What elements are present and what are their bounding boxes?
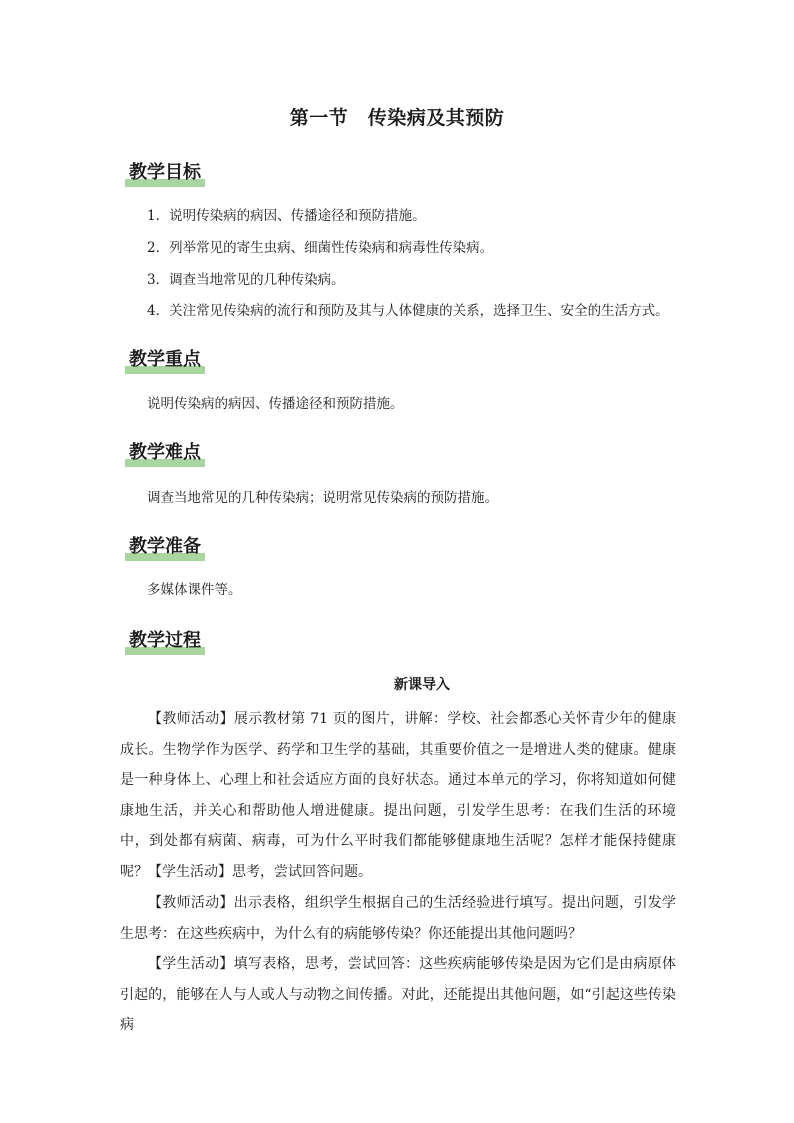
- activity-text: 展示教材第 71 页的图片，讲解：学校、社会都悉心关怀青少年的健康成长。生物学作为医学、药学和卫生学的基础，其重要价值之一是增进人类的健康。健康是一种身体上、心理上和社会适应方面的良好状态。通过本单元的学习，你将知道如何健康地生活，并关心和帮助他人增进健康。提出问题，引发学生思考：在我们生活的环境中，到处都有病菌、病毒，可为什么平时我们都能够健康地生活呢？怎样才能保持健康呢？: [120, 711, 677, 880]
- section-heading-key-points: [125, 348, 205, 372]
- section-heading-text: 教学重点: [129, 349, 201, 370]
- section-heading-text: 教学准备: [129, 536, 201, 557]
- activity-role-label: 【学生活动】: [148, 956, 234, 972]
- section-heading-text: 教学目标: [129, 162, 201, 183]
- process-subheading: 新课导入: [394, 677, 450, 693]
- preparation-text: 多媒体课件等。: [147, 582, 242, 598]
- activity-text: 思考，尝试回答问题。: [232, 864, 372, 880]
- objective-item-2: 2．列举常见的寄生虫病、细菌性传染病和病毒性传染病。: [147, 240, 494, 256]
- page-title: 第一节 传染病及其预防: [289, 107, 505, 129]
- objective-item-1: 1．说明传染病的病因、传播途径和预防措施。: [147, 208, 426, 224]
- activity-text: 填写表格，思考，尝试回答：这些疾病能够传染是因为它们是由病原体引起的，能够在人与人或人与动物之间传播。对此，还能提出其他问题，如“引起这些传染病: [120, 956, 677, 1033]
- process-paragraph-3: [120, 888, 676, 949]
- process-paragraph-4: [120, 949, 676, 1041]
- difficulties-text: 调查当地常见的几种传染病；说明常见传染病的预防措施。: [147, 490, 498, 506]
- activity-role-label: 【教师活动】: [148, 895, 234, 911]
- section-heading-difficulties: [125, 441, 205, 465]
- section-heading-text: 教学难点: [129, 442, 201, 463]
- section-heading-objectives: [125, 161, 205, 185]
- process-paragraph-2: [120, 857, 676, 888]
- objective-item-3: 3．调查当地常见的几种传染病。: [147, 272, 345, 288]
- key-points-text: 说明传染病的病因、传播途径和预防措施。: [147, 396, 404, 412]
- section-heading-process: [125, 629, 205, 653]
- objective-item-4: 4．关注常见传染病的流行和预防及其与人体健康的关系，选择卫生、安全的生活方式。: [147, 303, 669, 319]
- activity-text: 出示表格，组织学生根据自己的生活经验进行填写。提出问题，引发学生思考：在这些疾病中，为什么有的病能够传染？你还能提出其他问题吗？: [120, 895, 677, 942]
- section-heading-preparation: [125, 535, 205, 559]
- activity-role-label: 【教师活动】: [148, 711, 234, 727]
- activity-role-label: 【学生活动】: [148, 864, 232, 880]
- section-heading-text: 教学过程: [129, 630, 201, 651]
